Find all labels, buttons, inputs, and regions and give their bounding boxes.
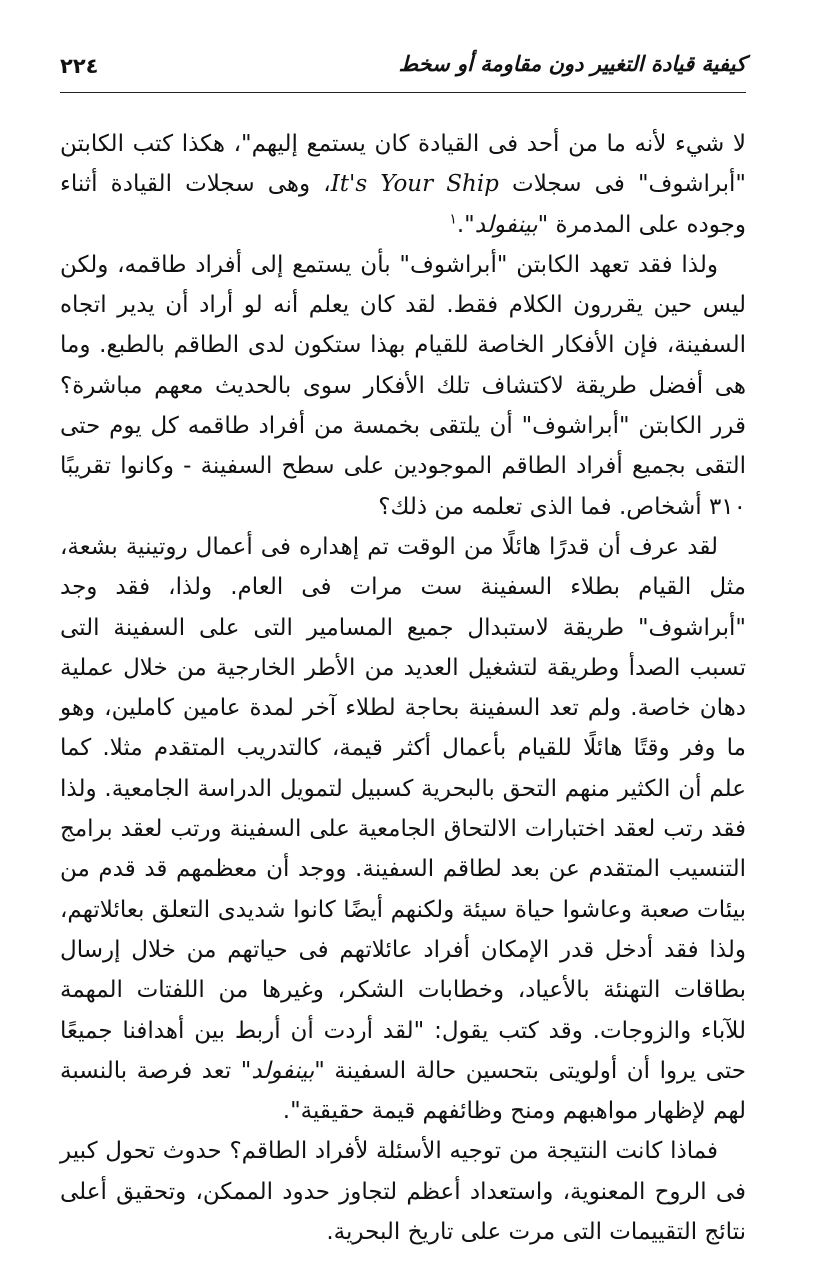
paragraph-1 [60,124,746,245]
running-title: كيفية قيادة التغيير دون مقاومة أو سخط [398,52,746,76]
paragraph-4: فماذا كانت النتيجة من توجيه الأسئلة لأفراد الطاقم؟ حدوث تحول كبير فى الروح المعنوية، واستعداد أعظم لتجاوز حدود الممكن، وتحقيق أعلى نتائج التقييمات التى مرت على تاريخ البحرية. [60,1138,746,1246]
paragraph-2: ولذا فقد تعهد الكابتن "أبراشوف" بأن يستمع إلى أفراد طاقمه، ولكن ليس حين يقررون الكلام فقط. لقد كان يعلم أنه لو أراد أن يدير اتجاه السفينة، فإن الأفكار الخاصة للقيام بهذا ستكون لدى الطاقم بالطبع. وما هى أفضل طريقة لاكتشاف تلك الأفكار سوى بالحديث معهم مباشرة؟ قرر الكابتن "أبراشوف" أن يلتقى بخمسة من أفراد طاقمه كل يوم حتى التقى بجميع أفراد الطاقم الموجودين على سطح السفينة - وكانوا تقريبًا ٣١٠ أشخاص. فما الذى تعلمه من ذلك؟ [60,251,746,520]
book-title: It's Your Ship [330,171,499,198]
ship-name-quote: بينفولد [251,1057,315,1084]
paragraph-1-text-b: ، وهى سجلات القيادة أثناء وجوده على المدمرة " [60,171,746,238]
footnote-reference: ١ [449,210,457,227]
body-text [60,124,746,1252]
paragraph-3-text-b: " تعد فرصة بالنسبة لهم لإظهار مواهبهم ومنح وظائفهم قيمة حقيقية". [60,1057,746,1125]
running-header [60,50,746,90]
paragraph-1-text-c: ". [456,211,475,238]
ship-name: بينفولد [474,211,538,238]
page-number: ٢٢٤ [60,54,99,78]
header-rule [60,92,746,93]
paragraph-1-text-a: لا شيء لأنه ما من أحد فى القيادة كان يستمع إليهم"، هكذا كتب الكابتن "أبراشوف" فى سجلات [60,131,746,198]
paragraph-3 [60,527,746,1131]
paragraph-3-text-a: لقد عرف أن قدرًا هائلًا من الوقت تم إهداره فى أعمال روتينية بشعة، مثل القيام بطلاء السفينة ست مرات فى العام. ولذا، فقد وجد "أبراشوف" طريقة لاستبدال جميع المسامير التى على السفينة التى تسبب الصدأ وطريقة لتشغيل العديد من الأطر الخارجية من خلال عملية دهان خاصة. ولم تعد السفينة بحاجة لطلاء آخر لمدة عامين كاملين، وهو ما وفر وقتًا هائلًا للقيام بأعمال أكثر قيمة، كالتدريب المتقدم مثلا. كما علم أن الكثير منهم التحق بالبحرية كسبيل لتمويل الدراسة الجامعية. ولذا فقد رتب لعقد اختبارات الالتحاق الجامعية على السفينة ورتب لعقد برامج التنسيب المتقدم عن بعد لطاقم السفينة. ووجد أن معظمهم قد قدم من بيئات صعبة وعاشوا حياة سيئة ولكنهم أيضًا كانوا شديدى التعلق بعائلاتهم، ولذا فقد أدخل قدر الإمكان أفراد عائلاتهم فى حياتهم من خلال إرسال بطاقات التهنئة بالأعياد، وخطابات الشكر، وغيرها من اللفتات المهمة للآباء والزوجات. وقد كتب يقول: "لقد أردت أن أربط بين أهدافنا جميعًا حتى يروا أن أولويتى بتحسين حالة السفينة " [60,533,746,1084]
